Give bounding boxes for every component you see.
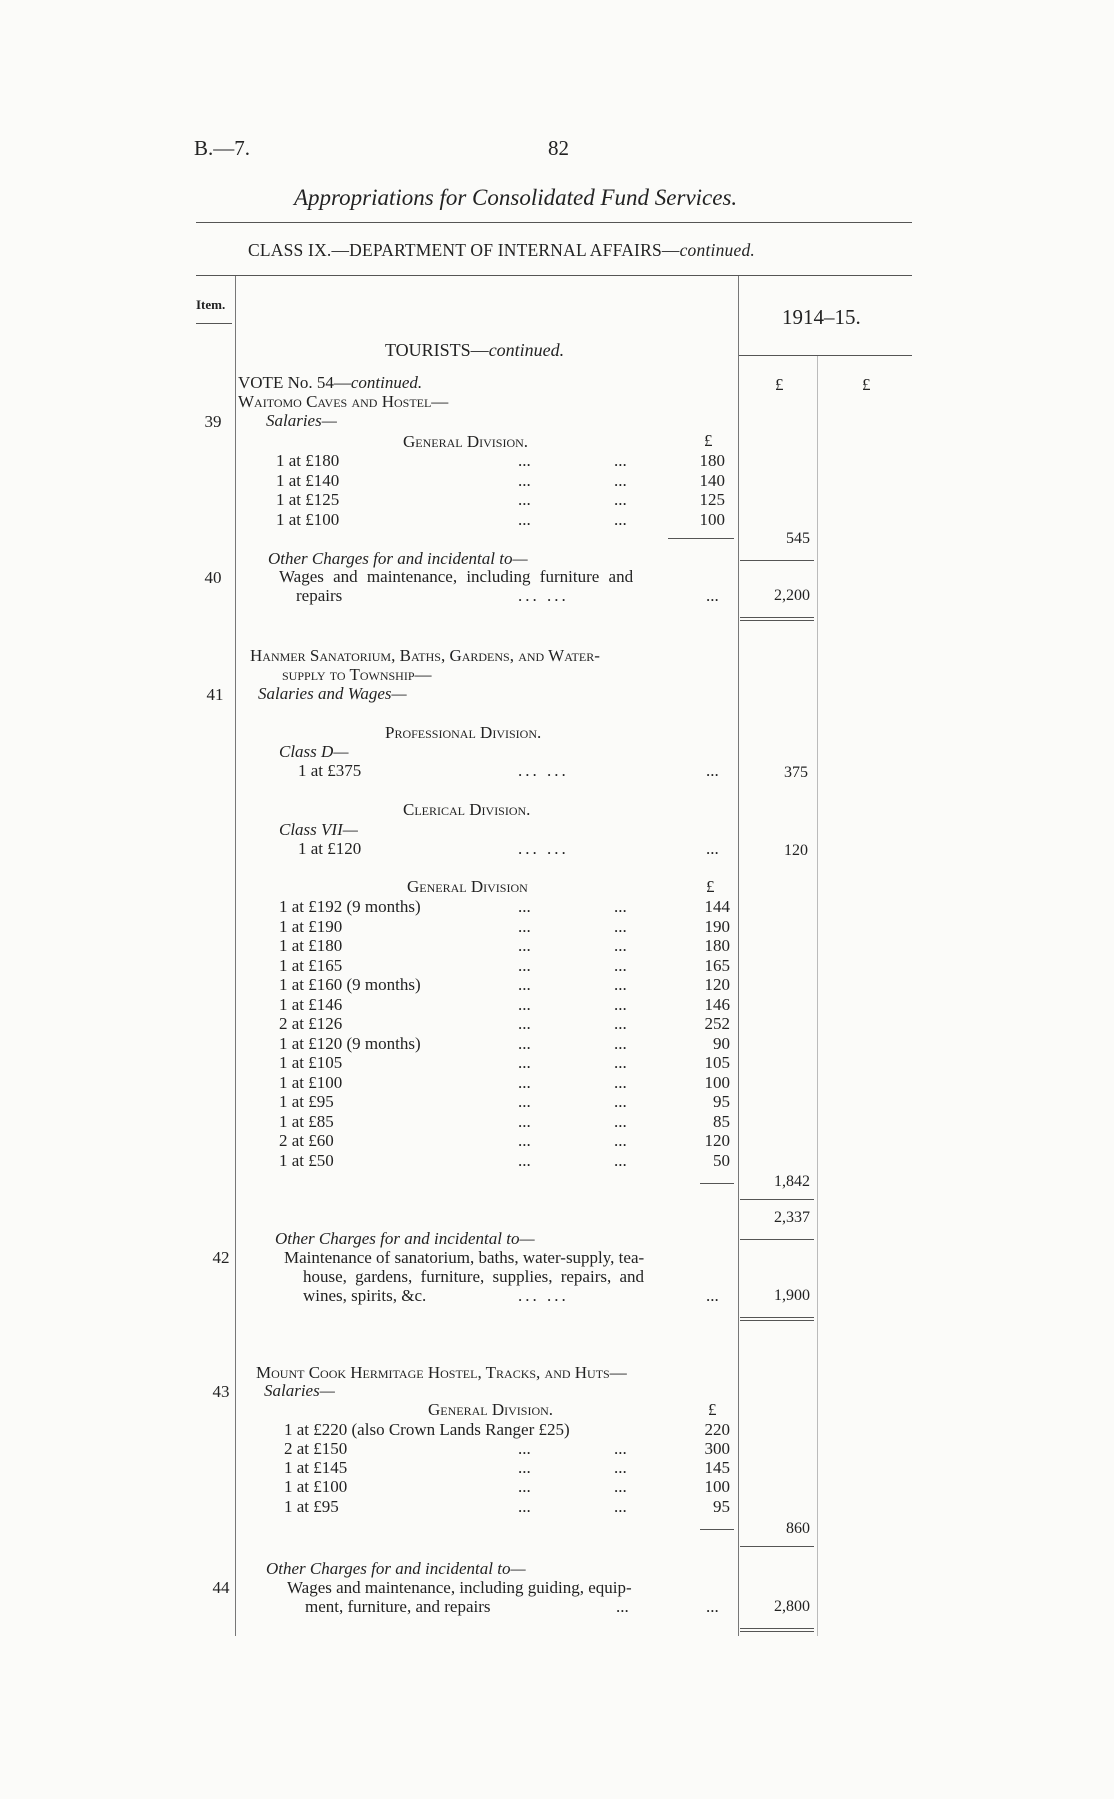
hanmer-row-1-leader: ... xyxy=(518,916,531,936)
page-number: 82 xyxy=(548,136,569,160)
hanmer-row-0-amount: 144 xyxy=(704,897,730,916)
mtcook-other-leader-end: ... xyxy=(706,1597,719,1616)
mtcook-row-0-leader-end: ... xyxy=(614,1439,627,1458)
mtcook-row-2-label: 1 at £100 xyxy=(284,1477,348,1497)
mtcook-other-amount: 2,800 xyxy=(774,1598,810,1615)
item-header-rule xyxy=(196,323,232,324)
hanmer-row-7-leader: ... xyxy=(518,1033,531,1053)
hanmer-pound-symbol: £ xyxy=(706,877,715,896)
hanmer-row-10-amount: 95 xyxy=(713,1092,730,1111)
hanmer-row-2-leader: ... xyxy=(518,936,531,955)
vote-heading-main: VOTE No. 54— xyxy=(238,373,351,392)
mtcook-row-2-leader: ... xyxy=(518,1477,531,1497)
hanmer-other-amount: 1,900 xyxy=(774,1287,810,1304)
hanmer-row-6-amount: 252 xyxy=(704,1014,730,1033)
mtcook-heading: Mount Cook Hermitage Hostel, Tracks, and Huts— xyxy=(256,1363,627,1382)
hanmer-row-8-leader-end: ... xyxy=(614,1053,627,1072)
waitomo-other-leader-end: ... xyxy=(706,586,719,605)
hanmer-row-10-leader-end: ... xyxy=(614,1092,627,1111)
waitomo-other-heading: Other Charges for and incidental to— xyxy=(268,549,528,568)
hanmer-other-heading: Other Charges for and incidental to— xyxy=(275,1229,535,1248)
hanmer-row-3-leader-end: ... xyxy=(614,955,627,975)
hanmer-heading-line-1: Hanmer Sanatorium, Baths, Gardens, and Water- xyxy=(250,646,600,665)
hanmer-row-5-leader: ... xyxy=(518,994,531,1014)
section-heading-main: TOURISTS— xyxy=(385,340,489,360)
waitomo-row-2-label: 1 at £125 xyxy=(276,490,340,509)
item-number-43: 43 xyxy=(212,1382,230,1401)
waitomo-row-3-leader: ... xyxy=(518,509,531,529)
hanmer-row-4-leader-end: ... xyxy=(614,975,627,994)
mtcook-double-rule-1 xyxy=(740,1628,814,1629)
waitomo-double-rule-1 xyxy=(740,617,814,618)
mtcook-other-leader: ... xyxy=(616,1597,629,1616)
hanmer-row-13-label: 1 at £50 xyxy=(279,1150,334,1170)
hanmer-professional-division: Professional Division. xyxy=(385,723,542,742)
mtcook-row-0-amount: 300 xyxy=(704,1439,730,1458)
hanmer-double-rule-1 xyxy=(740,1317,814,1318)
item-number-42: 42 xyxy=(212,1248,230,1267)
hanmer-row-12-leader-end: ... xyxy=(614,1131,627,1150)
hanmer-row-13-leader-end: ... xyxy=(614,1150,627,1170)
mtcook-salaries-label: Salaries— xyxy=(264,1381,335,1400)
hanmer-row-2-label: 1 at £180 xyxy=(279,936,343,955)
mtcook-other-line-2: ment, furniture, and repairs xyxy=(305,1597,491,1616)
hanmer-row-12-leader: ... xyxy=(518,1131,531,1150)
hanmer-other-leader: ... ... xyxy=(518,1286,569,1305)
hanmer-general-division: General Division xyxy=(407,877,528,896)
waitomo-other-amount: 2,200 xyxy=(774,587,810,604)
page-title: Appropriations for Consolidated Fund Services. xyxy=(294,185,738,210)
hanmer-clerical-division: Clerical Division. xyxy=(403,800,531,819)
hanmer-clerical-amount: 120 xyxy=(784,842,808,859)
hanmer-salaries-total: 2,337 xyxy=(774,1209,810,1226)
hanmer-row-0-leader-end: ... xyxy=(614,897,627,916)
hanmer-row-1-amount: 190 xyxy=(704,916,730,936)
mtcook-row-3-leader-end: ... xyxy=(614,1496,627,1516)
hanmer-row-3-leader: ... xyxy=(518,955,531,975)
item-number-40: 40 xyxy=(204,568,222,587)
waitomo-row-2-leader-end: ... xyxy=(614,490,627,509)
hanmer-salaries-label: Salaries and Wages— xyxy=(258,684,407,703)
hanmer-row-7-label: 1 at £120 (9 months) xyxy=(279,1033,421,1053)
mtcook-row-3-amount: 95 xyxy=(713,1496,730,1516)
hanmer-row-5-amount: 146 xyxy=(704,994,730,1014)
hanmer-row-3-label: 1 at £165 xyxy=(279,955,343,975)
waitomo-heading: Waitomo Caves and Hostel— xyxy=(238,392,449,411)
section-heading xyxy=(385,340,564,361)
hanmer-other-leader-end: ... xyxy=(706,1286,719,1305)
hanmer-professional-leader: ... ... xyxy=(518,761,569,780)
hanmer-row-9-amount: 100 xyxy=(704,1072,730,1092)
hanmer-row-0-leader: ... xyxy=(518,897,531,916)
mtcook-row-1-leader-end: ... xyxy=(614,1458,627,1478)
hanmer-row-13-leader: ... xyxy=(518,1150,531,1170)
mtcook-row-0-label: 2 at £150 xyxy=(284,1439,348,1458)
hanmer-other-line-2: house, gardens, furniture, supplies, repairs, and xyxy=(303,1267,645,1286)
waitomo-row-2-amount: 125 xyxy=(699,490,725,509)
hanmer-double-rule-2 xyxy=(740,1320,814,1321)
item-column-divider xyxy=(235,276,236,1636)
waitomo-total-rule xyxy=(740,560,814,561)
waitomo-other-line-1: Wages and maintenance, including furniture and xyxy=(279,567,634,586)
waitomo-row-1-amount: 140 xyxy=(699,470,725,490)
mtcook-total: 860 xyxy=(786,1520,810,1537)
waitomo-other-leader: ... ... xyxy=(518,586,569,605)
hanmer-row-9-leader: ... xyxy=(518,1072,531,1092)
hanmer-subtotal-rule xyxy=(700,1183,734,1184)
hanmer-clerical-class: Class VII— xyxy=(279,820,358,839)
mtcook-row-0-amount: 220 xyxy=(704,1420,730,1439)
table-top-rule xyxy=(196,275,912,276)
hanmer-row-6-leader: ... xyxy=(518,1014,531,1033)
hanmer-row-10-label: 1 at £95 xyxy=(279,1092,334,1111)
waitomo-row-3-label: 1 at £100 xyxy=(276,509,340,529)
waitomo-row-0-amount: 180 xyxy=(699,451,725,470)
hanmer-professional-leader-end: ... xyxy=(706,761,719,780)
item-number-44: 44 xyxy=(212,1578,230,1597)
mtcook-row-3-label: 1 at £95 xyxy=(284,1496,339,1516)
waitomo-total: 545 xyxy=(786,530,810,547)
waitomo-row-3-leader-end: ... xyxy=(614,509,627,529)
mtcook-row-2-amount: 100 xyxy=(704,1477,730,1497)
hanmer-row-5-leader-end: ... xyxy=(614,994,627,1014)
document-reference: B.—7. xyxy=(194,136,251,160)
hanmer-row-11-amount: 85 xyxy=(713,1111,730,1131)
hanmer-professional-class: Class D— xyxy=(279,742,349,761)
waitomo-row-0-leader: ... xyxy=(518,451,531,470)
hanmer-row-12-amount: 120 xyxy=(704,1131,730,1150)
item-number-41: 41 xyxy=(206,685,224,704)
mtcook-row-0-label: 1 at £220 (also Crown Lands Ranger £25) xyxy=(284,1420,570,1439)
mtcook-row-2-leader-end: ... xyxy=(614,1477,627,1497)
hanmer-other-line-3: wines, spirits, &c. xyxy=(303,1286,427,1305)
hanmer-row-11-leader: ... xyxy=(518,1111,531,1131)
mtcook-row-1-label: 1 at £145 xyxy=(284,1458,348,1478)
hanmer-row-6-leader-end: ... xyxy=(614,1014,627,1033)
hanmer-row-4-label: 1 at £160 (9 months) xyxy=(279,975,421,994)
hanmer-row-13-amount: 50 xyxy=(713,1150,730,1170)
waitomo-row-3-amount: 100 xyxy=(699,509,725,529)
mtcook-double-rule-2 xyxy=(740,1631,814,1632)
hanmer-general-total: 1,842 xyxy=(774,1173,810,1190)
hanmer-clerical-leader-end: ... xyxy=(706,839,719,858)
hanmer-professional-row: 1 at £375 xyxy=(298,761,362,780)
year-rule xyxy=(738,355,912,356)
mtcook-subtotal-rule xyxy=(700,1529,734,1530)
hanmer-general-total-rule xyxy=(740,1199,814,1200)
hanmer-row-0-label: 1 at £192 (9 months) xyxy=(279,897,421,916)
section-heading-continued: continued. xyxy=(488,340,565,360)
mtcook-total-rule xyxy=(740,1546,814,1547)
waitomo-pound-symbol: £ xyxy=(704,431,713,450)
mtcook-other-line-1: Wages and maintenance, including guiding, equip- xyxy=(287,1578,632,1597)
hanmer-heading-line-2: supply to Township— xyxy=(282,665,432,684)
waitomo-subtotal-rule xyxy=(668,538,734,539)
item-number-39: 39 xyxy=(204,412,222,431)
currency-symbol-1: £ xyxy=(775,375,784,394)
class-heading-main: CLASS IX.—DEPARTMENT OF INTERNAL AFFAIRS— xyxy=(248,240,680,260)
waitomo-salaries-label: Salaries— xyxy=(266,411,337,430)
hanmer-row-9-leader-end: ... xyxy=(614,1072,627,1092)
waitomo-double-rule-2 xyxy=(740,620,814,621)
waitomo-general-division: General Division. xyxy=(403,432,529,451)
hanmer-row-9-label: 1 at £100 xyxy=(279,1072,343,1092)
class-heading xyxy=(248,240,755,261)
mtcook-row-1-amount: 145 xyxy=(704,1458,730,1478)
mtcook-row-0-leader: ... xyxy=(518,1439,531,1458)
hanmer-professional-amount: 375 xyxy=(784,764,808,781)
mtcook-pound-symbol: £ xyxy=(708,1400,717,1419)
hanmer-clerical-row: 1 at £120 xyxy=(298,839,362,858)
hanmer-row-2-leader-end: ... xyxy=(614,936,627,955)
hanmer-row-11-leader-end: ... xyxy=(614,1111,627,1131)
mtcook-general-division: General Division. xyxy=(428,1400,554,1419)
hanmer-row-1-leader-end: ... xyxy=(614,916,627,936)
hanmer-clerical-leader: ... ... xyxy=(518,839,569,858)
sub-column-divider xyxy=(817,356,818,1636)
title-rule xyxy=(196,222,912,223)
hanmer-row-4-leader: ... xyxy=(518,975,531,994)
hanmer-row-8-label: 1 at £105 xyxy=(279,1053,343,1072)
hanmer-row-4-amount: 120 xyxy=(704,975,730,994)
item-column-header: Item. xyxy=(196,297,226,312)
hanmer-row-3-amount: 165 xyxy=(704,955,730,975)
hanmer-other-line-1: Maintenance of sanatorium, baths, water-supply, tea- xyxy=(284,1248,645,1267)
hanmer-row-6-label: 2 at £126 xyxy=(279,1014,343,1033)
class-heading-continued: continued. xyxy=(679,240,755,260)
waitomo-row-1-leader: ... xyxy=(518,470,531,490)
waitomo-row-1-label: 1 at £140 xyxy=(276,470,340,490)
mtcook-other-heading: Other Charges for and incidental to— xyxy=(266,1559,526,1578)
waitomo-other-line-2: repairs xyxy=(296,586,343,605)
waitomo-row-0-leader-end: ... xyxy=(614,451,627,470)
hanmer-row-7-leader-end: ... xyxy=(614,1033,627,1053)
hanmer-row-8-amount: 105 xyxy=(704,1053,730,1072)
year-column-header: 1914–15. xyxy=(782,305,861,329)
waitomo-row-2-leader: ... xyxy=(518,490,531,509)
hanmer-row-10-leader: ... xyxy=(518,1092,531,1111)
hanmer-row-11-label: 1 at £85 xyxy=(279,1111,334,1131)
mtcook-row-3-leader: ... xyxy=(518,1496,531,1516)
hanmer-row-7-amount: 90 xyxy=(713,1033,730,1053)
waitomo-row-1-leader-end: ... xyxy=(614,470,627,490)
hanmer-salaries-total-rule xyxy=(740,1239,814,1240)
vote-heading-continued: continued. xyxy=(350,373,423,392)
hanmer-row-5-label: 1 at £146 xyxy=(279,994,343,1014)
amount-column-divider xyxy=(738,276,739,1636)
waitomo-row-0-label: 1 at £180 xyxy=(276,451,340,470)
hanmer-row-8-leader: ... xyxy=(518,1053,531,1072)
vote-heading xyxy=(238,373,422,393)
mtcook-row-1-leader: ... xyxy=(518,1458,531,1478)
hanmer-row-2-amount: 180 xyxy=(704,936,730,955)
hanmer-row-1-label: 1 at £190 xyxy=(279,916,343,936)
currency-symbol-2: £ xyxy=(862,375,871,394)
hanmer-row-12-label: 2 at £60 xyxy=(279,1131,334,1150)
